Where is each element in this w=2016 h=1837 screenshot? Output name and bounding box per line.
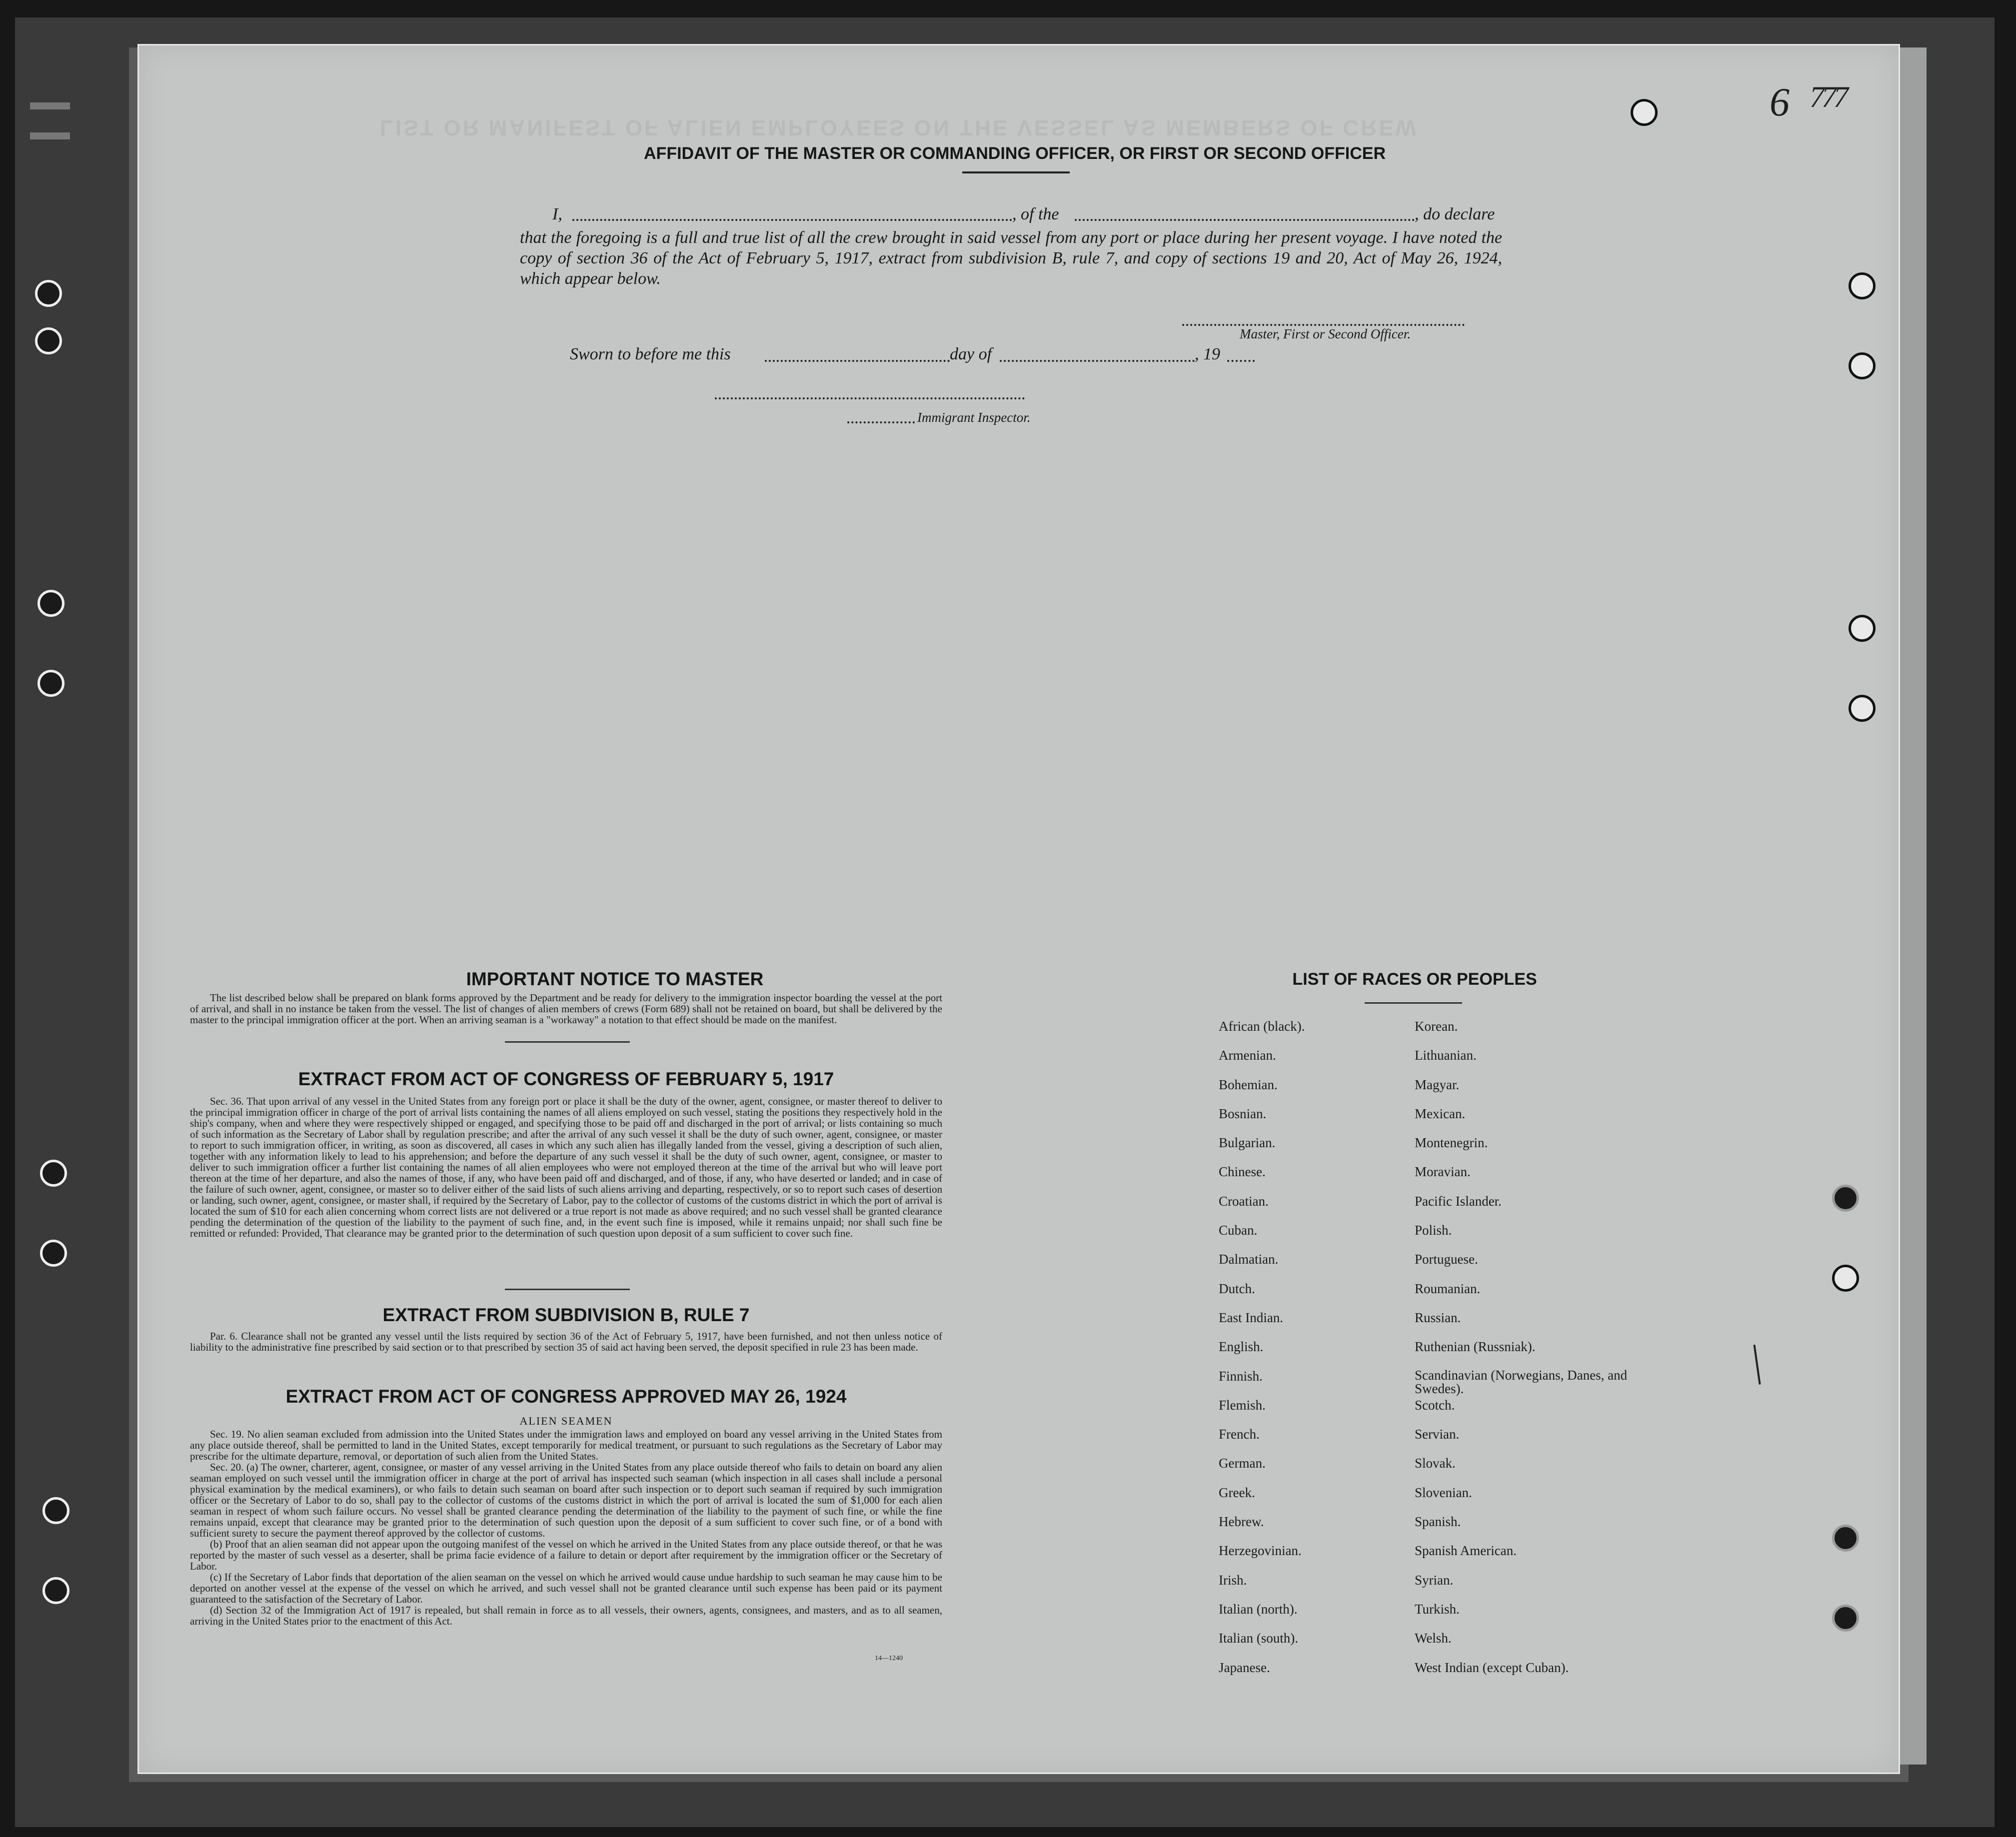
sheet-edge bbox=[1897, 47, 1927, 1765]
race-entry: East Indian. bbox=[1219, 1310, 1283, 1325]
section-divider bbox=[505, 1041, 630, 1043]
sec-19-paragraph: Sec. 19. No alien seaman excluded from admission into the United States under the immigration laws and employed on board any vessel arriving in the United States from any place outside thereof, shall be permitted to land in the United States, except temporarily for medical treatment, or pursuant to such regulations as the Secretary of Labor may prescribe for the ultimate departure, removal, or deportation of such alien from the United States. bbox=[190, 1428, 942, 1462]
race-entry: Chinese. bbox=[1219, 1164, 1266, 1180]
sworn-year-blank[interactable] bbox=[1227, 360, 1255, 362]
extract-1924-title: EXTRACT FROM ACT OF CONGRESS APPROVED MAY 26, 1924 bbox=[285, 1386, 847, 1407]
section-divider bbox=[505, 1289, 630, 1290]
punch-hole bbox=[37, 670, 64, 697]
bleed-through-text: LIST OR MANIFEST OF ALIEN EMPLOYEES ON THE VESSEL AS MEMBERS OF CREW bbox=[380, 115, 1418, 140]
day-of-label: day of bbox=[950, 345, 992, 363]
year-label: , 19 bbox=[1195, 345, 1220, 363]
races-right-column bbox=[1415, 1019, 1650, 1689]
race-entry: Portuguese. bbox=[1415, 1252, 1478, 1267]
race-entry: Armenian. bbox=[1219, 1048, 1276, 1063]
race-entry: English. bbox=[1219, 1339, 1264, 1355]
sec-20c-paragraph: (c) If the Secretary of Labor finds that deportation of the alien seaman on the vessel on which he arrived would cause undue hardship to such seaman he may cause him to be deported on another vessel at the expense of the vessel on which he arrived, and such vessel shall not be granted clearance until such expense has been paid or its payment guaranteed to the satisfaction of the Secretary of Labor. bbox=[190, 1571, 942, 1605]
race-entry: Polish. bbox=[1415, 1223, 1452, 1238]
race-entry: Mexican. bbox=[1415, 1106, 1466, 1121]
race-entry: Bohemian. bbox=[1219, 1077, 1278, 1092]
races-title: LIST OF RACES OR PEOPLES bbox=[1292, 970, 1537, 989]
punch-hole bbox=[1849, 695, 1876, 722]
sworn-label: Sworn to before me this bbox=[570, 345, 731, 363]
inspector-signature-line[interactable] bbox=[715, 397, 1025, 399]
notice-body bbox=[190, 992, 942, 1025]
race-entry: Scandinavian (Norwegians, Danes, and Swedes). bbox=[1415, 1367, 1628, 1396]
alien-seamen-heading: ALIEN SEAMEN bbox=[519, 1415, 613, 1427]
master-signature-label: Master, First or Second Officer. bbox=[1240, 326, 1411, 341]
inspector-label-leader bbox=[847, 421, 915, 423]
declare-suffix: , do declare bbox=[1415, 205, 1495, 223]
race-entry: Roumanian. bbox=[1415, 1281, 1481, 1296]
par-6-paragraph: Par. 6. Clearance shall not be granted any vessel until the lists required by section 36 of the Act of February 5, 1917, have been furnished, and not then unless notice of liability to the administrative fine prescribed by said section or to that prescribed by section 35 of said act having been served, the deposit specified in rule 23 has been made. bbox=[190, 1330, 942, 1353]
race-entry: Italian (south). bbox=[1219, 1631, 1298, 1646]
punch-hole bbox=[40, 1160, 67, 1187]
race-entry: African (black). bbox=[1219, 1019, 1305, 1034]
punch-hole bbox=[42, 1577, 69, 1604]
inspector-signature-label: Immigrant Inspector. bbox=[917, 410, 1031, 425]
vessel-name-blank[interactable] bbox=[1075, 219, 1415, 221]
race-entry: Korean. bbox=[1415, 1019, 1458, 1034]
vessel-prefix: , of the bbox=[1012, 205, 1059, 223]
race-entry: Croatian. bbox=[1219, 1193, 1269, 1209]
master-signature-line[interactable] bbox=[1182, 324, 1465, 326]
race-entry: Greek. bbox=[1219, 1485, 1255, 1500]
race-entry: French. bbox=[1219, 1427, 1260, 1442]
race-entry: Pacific Islander. bbox=[1415, 1193, 1502, 1209]
punch-hole bbox=[1849, 352, 1876, 379]
race-entry: Bulgarian. bbox=[1219, 1135, 1276, 1151]
race-entry: Magyar. bbox=[1415, 1077, 1460, 1092]
punch-hole bbox=[1832, 1605, 1859, 1632]
subdivision-title: EXTRACT FROM SUBDIVISION B, RULE 7 bbox=[382, 1305, 750, 1325]
edge-annotation bbox=[30, 102, 70, 109]
page-number-mark: 6 bbox=[1770, 80, 1790, 124]
section-36-paragraph: Sec. 36. That upon arrival of any vessel in the United States from any foreign port or place it shall be the duty of the owner, agent, consignee, or master thereof to deliver to the principal immigration officer in charge of the port of arrival lists containing the names of all aliens employed on such vessel, stating the positions they respectively hold in the ship's company, when and where they were respectively shipped or engaged, and specifying those to be paid off and discharged in the port of arrival; or lists containing so much of such information as the Secretary of Labor shall by regulation prescribe; and after the arrival of any such vessel it shall be the duty of such owner, agent, consignee, or master to report to such immigration officer, in writing, as soon as discovered, all cases in which any such alien has illegally landed from the vessel, giving a description of such alien, together with any information likely to lead to his apprehension; and before the departure of any such vessel it shall be the duty of such owner, agent, consignee, or master to deliver to such immigration officer a further list containing the names of all alien employees who were not employed thereon at the time of the arrival but who will leave port thereon at the time of her departure, and also the names of those, if any, who have been paid off and discharged, and of those, if any, who have deserted or landed; and in case of the failure of such owner, agent, consignee, or master so to deliver either of the said lists of such aliens arriving and departing, respectively, or so to report such cases of desertion or landing, such owner, agent, consignee, or master shall, if required by the Secretary of Labor, pay to the collector of customs of the customs district in which the port of arrival is located the sum of $10 for each alien concerning whom correct lists are not delivered or a true report is not made as above required; and no such vessel shall be granted clearance pending the determination of the question of the liability to the payment of such fine, and, in the event such fine is imposed, while it remains unpaid; nor shall such fine be remitted or refunded: Provided, That clearance may be granted prior to the determination of such question upon deposit of a sum sufficient to cover such fine. bbox=[190, 1095, 942, 1239]
edge-annotation bbox=[30, 132, 70, 139]
affidavit-body: that the foregoing is a full and true list of all the crew brought in said vessel from any port or place during her present voyage. I have noted the copy of section 36 of the Act of February 5, 1917, extract from subdivision B, rule 7, and copy of sections 19 and 20, Act of May 26, 1924, which appear below. bbox=[520, 228, 1502, 288]
extract-1917-body bbox=[190, 1096, 942, 1239]
race-entry: Dutch. bbox=[1219, 1281, 1255, 1296]
affidavit-title: AFFIDAVIT OF THE MASTER OR COMMANDING OFFICER, OR FIRST OR SECOND OFFICER bbox=[644, 144, 1386, 163]
notice-title: IMPORTANT NOTICE TO MASTER bbox=[466, 969, 764, 989]
race-entry: Finnish. bbox=[1219, 1368, 1263, 1384]
race-entry: Irish. bbox=[1219, 1572, 1247, 1588]
sec-20b-paragraph: (b) Proof that an alien seaman did not appear upon the outgoing manifest of the vessel on which he arrived in the United States from any place outside thereof, or that he was reported by the master of such vessel as a deserter, shall be prima facie evidence of a failure to detain or deport after requirement by the immigration officer or the Secretary of Labor. bbox=[190, 1538, 942, 1572]
race-entry: Italian (north). bbox=[1219, 1601, 1298, 1617]
race-entry: Bosnian. bbox=[1219, 1106, 1267, 1121]
punch-hole bbox=[35, 327, 62, 354]
subdivision-body bbox=[190, 1331, 942, 1353]
punch-hole bbox=[1849, 272, 1876, 299]
race-entry: Herzegovinian. bbox=[1219, 1543, 1302, 1559]
declarant-name-blank[interactable] bbox=[572, 219, 1012, 221]
notice-paragraph: The list described below shall be prepared on blank forms approved by the Department and be ready for delivery to the immigration inspector boarding the vessel at the port of arrival, and shall in no instance be taken from the vessel. The list of changes of alien members of crews (Form 689) shall not be retained on board, but shall be delivered by the master to the principal immigration officer at the port. When an arriving seaman is a "workaway" a notation to that effect should be made on the manifest. bbox=[190, 992, 942, 1026]
race-entry: Scotch. bbox=[1415, 1397, 1455, 1413]
races-title-underline bbox=[1365, 1002, 1462, 1004]
race-entry: German. bbox=[1219, 1456, 1266, 1471]
race-entry: Spanish American. bbox=[1415, 1543, 1517, 1559]
sworn-month-blank[interactable] bbox=[1000, 360, 1195, 362]
race-entry: Hebrew. bbox=[1219, 1514, 1264, 1530]
declarant-prefix: I, bbox=[552, 205, 562, 223]
sec-20a-paragraph: Sec. 20. (a) The owner, charterer, agent, consignee, or master of any vessel arriving in the United States from any place outside thereof who fails to detain on board any alien seaman employed on such vessel until the immigration officer in charge at the port of arrival has inspected such seaman (which inspection in all cases shall include a personal physical examination by the medical examiners), or who fails to detain such seaman on board after such inspection or to deport such seaman if required by such immigration officer or the Secretary of Labor to do so, shall pay to the collector of customs of the customs district in which the port of arrival is located the sum of $1,000 for each alien seaman in respect of whom such failure occurs. No vessel shall be granted clearance pending the determination of the liability to the payment of such fine, or while the fine remains unpaid, except that clearance may be granted prior to the determination of such question upon the deposit of a sum sufficient to cover such fine, or of a bond with sufficient surety to secure the payment thereof approved by the collector of customs. bbox=[190, 1461, 942, 1539]
race-entry: Spanish. bbox=[1415, 1514, 1461, 1530]
sec-20d-paragraph: (d) Section 32 of the Immigration Act of 1917 is repealed, but shall remain in force as to all vessels, their owners, agents, consignees, and masters, and as to all seamen, arriving in the United States prior to the enactment of this Act. bbox=[190, 1604, 942, 1627]
punch-hole bbox=[1832, 1185, 1859, 1212]
race-entry: Turkish. bbox=[1415, 1601, 1460, 1617]
race-entry: Dalmatian. bbox=[1219, 1252, 1279, 1267]
punch-hole bbox=[1832, 1265, 1859, 1292]
race-entry: Russian. bbox=[1415, 1310, 1461, 1325]
punch-hole bbox=[40, 1240, 67, 1267]
handwritten-corner-mark: 777 bbox=[1810, 80, 1846, 113]
form-number: 14—1240 bbox=[875, 1655, 903, 1662]
punch-hole bbox=[37, 590, 64, 617]
race-entry: Montenegrin. bbox=[1415, 1135, 1488, 1151]
race-entry: Welsh. bbox=[1415, 1631, 1452, 1646]
sworn-day-blank[interactable] bbox=[765, 360, 950, 362]
race-entry: Ruthenian (Russniak). bbox=[1415, 1339, 1536, 1355]
punch-hole bbox=[35, 280, 62, 307]
extract-1924-body bbox=[190, 1429, 942, 1627]
race-entry: Syrian. bbox=[1415, 1572, 1454, 1588]
race-entry: Lithuanian. bbox=[1415, 1048, 1477, 1063]
race-entry: Servian. bbox=[1415, 1427, 1460, 1442]
race-entry: Slovenian. bbox=[1415, 1485, 1472, 1500]
punch-hole bbox=[1849, 615, 1876, 642]
race-entry: Slovak. bbox=[1415, 1456, 1456, 1471]
extract-1917-title: EXTRACT FROM ACT OF CONGRESS OF FEBRUARY 5, 1917 bbox=[298, 1069, 834, 1089]
punch-hole bbox=[42, 1497, 69, 1524]
race-entry: Flemish. bbox=[1219, 1397, 1266, 1413]
race-entry: Cuban. bbox=[1219, 1223, 1258, 1238]
punch-hole bbox=[1832, 1525, 1859, 1552]
race-entry: Moravian. bbox=[1415, 1164, 1471, 1180]
title-underline bbox=[962, 171, 1070, 173]
race-entry: Japanese. bbox=[1219, 1660, 1270, 1675]
race-entry: West Indian (except Cuban). bbox=[1415, 1660, 1569, 1675]
